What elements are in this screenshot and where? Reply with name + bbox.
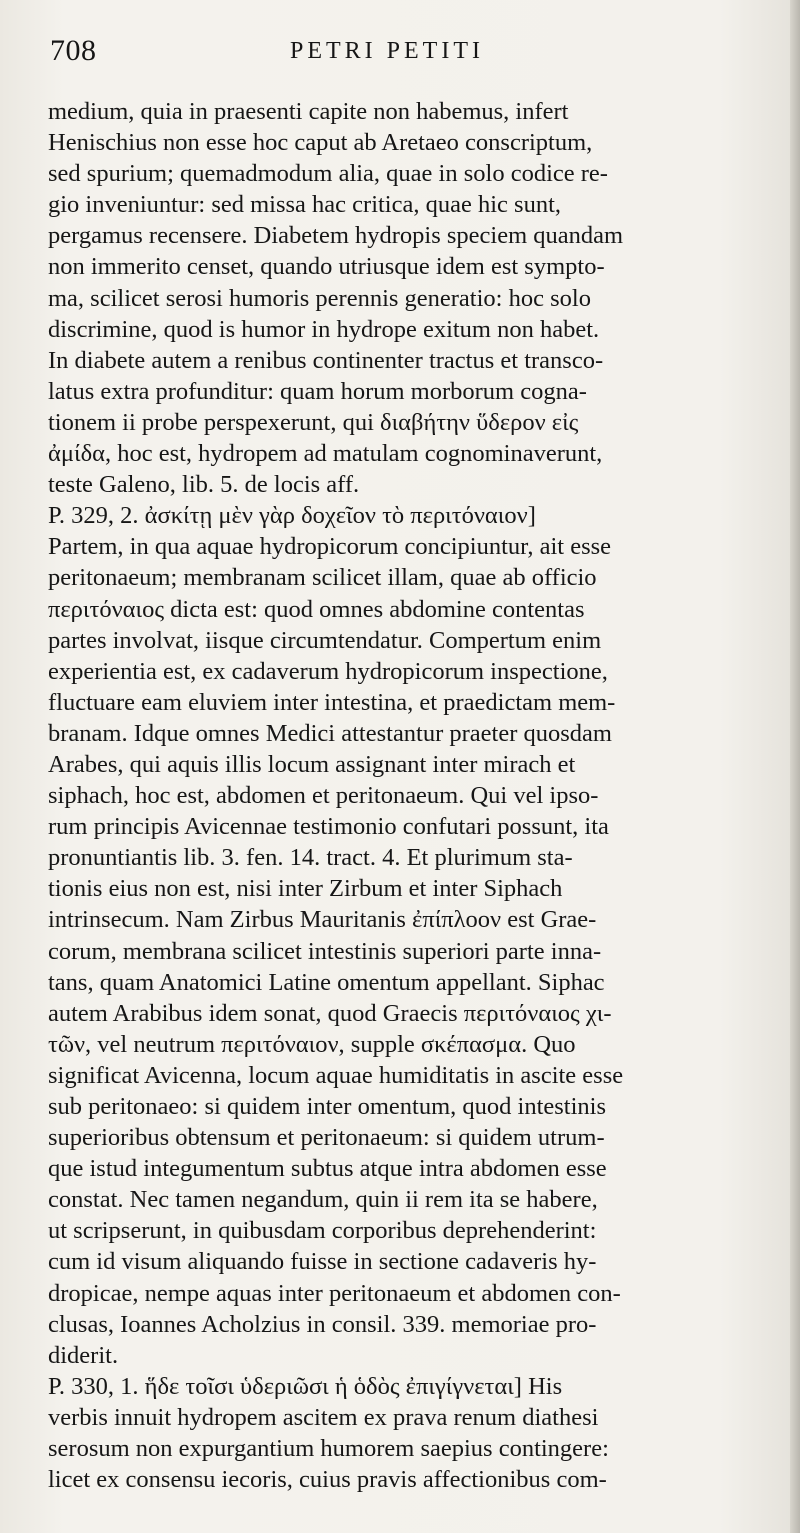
text-line: teste Galeno, lib. 5. de locis aff. bbox=[48, 471, 360, 499]
running-title: PETRI PETITI bbox=[290, 38, 484, 64]
text-line: non immerito censet, quando utriusque idem est sympto- bbox=[48, 253, 605, 281]
text-line: pergamus recensere. Diabetem hydropis speciem quandam bbox=[48, 222, 624, 250]
text-line: diderit. bbox=[48, 1341, 119, 1369]
page-number: 708 bbox=[50, 34, 97, 67]
text-line: P. 329, 2. ἀσκίτῃ μὲν γὰρ δοχεῖον τὸ περιτόναιον] bbox=[48, 502, 536, 530]
text-line: cum id visum aliquando fuisse in sectione cadaveris hy- bbox=[48, 1248, 597, 1276]
text-line: περιτόναιος dicta est: quod omnes abdomine contentas bbox=[48, 595, 585, 623]
text-line: peritonaeum; membranam scilicet illam, quae ab officio bbox=[48, 564, 597, 592]
text-line: tionem ii probe perspexerunt, qui διαβήτην ὕδερον εἰς bbox=[48, 408, 579, 436]
text-line: constat. Nec tamen negandum, quin ii rem ita se habere, bbox=[48, 1186, 598, 1214]
text-line: siphach, hoc est, abdomen et peritonaeum. Qui vel ipso- bbox=[48, 782, 599, 810]
text-line: serosum non expurgantium humorem saepius contingere: bbox=[48, 1435, 609, 1463]
text-line: τῶν, vel neutrum περιτόναιον, supple σκέπασμα. Quo bbox=[48, 1030, 576, 1058]
text-line: discrimine, quod is humor in hydrope exitum non habet. bbox=[48, 315, 600, 343]
text-line: tans, quam Anatomici Latine omentum appellant. Siphac bbox=[48, 968, 605, 996]
text-line: verbis innuit hydropem ascitem ex prava renum diathesi bbox=[48, 1403, 599, 1431]
text-line: branam. Idque omnes Medici attestantur praeter quosdam bbox=[48, 719, 612, 747]
text-line: tionis eius non est, nisi inter Zirbum et inter Siphach bbox=[48, 875, 563, 903]
text-line: corum, membrana scilicet intestinis superiori parte inna- bbox=[48, 937, 602, 965]
text-line: licet ex consensu iecoris, cuius pravis affectionibus com- bbox=[48, 1466, 607, 1494]
text-line: experientia est, ex cadaverum hydropicorum inspectione, bbox=[48, 657, 608, 685]
text-line: Arabes, qui aquis illis locum assignant inter mirach et bbox=[48, 750, 576, 778]
text-line: superioribus obtensum et peritonaeum: si quidem utrum- bbox=[48, 1124, 605, 1152]
body-text bbox=[48, 96, 764, 1495]
text-line: gio inveniuntur: sed missa hac critica, quae hic sunt, bbox=[48, 191, 562, 219]
text-line: medium, quia in praesenti capite non habemus, infert bbox=[48, 98, 569, 125]
text-line: partes involvat, iisque circumtendatur. Compertum enim bbox=[48, 626, 602, 654]
page-header bbox=[50, 34, 750, 78]
text-line: pronuntiantis lib. 3. fen. 14. tract. 4. Et plurimum sta- bbox=[48, 844, 573, 872]
text-line: fluctuare eam eluviem inter intestina, et praedictam mem- bbox=[48, 688, 616, 716]
text-line: Henischius non esse hoc caput ab Aretaeo conscriptum, bbox=[48, 129, 593, 157]
text-line: ἀμίδα, hoc est, hydropem ad matulam cognominaverunt, bbox=[48, 440, 603, 468]
text-line: que istud integumentum subtus atque intra abdomen esse bbox=[48, 1155, 607, 1183]
text-line: Partem, in qua aquae hydropicorum concipiuntur, ait esse bbox=[48, 533, 612, 561]
text-line: sub peritonaeo: si quidem inter omentum, quod intestinis bbox=[48, 1093, 606, 1120]
text-line: dropicae, nempe aquas inter peritonaeum et abdomen con- bbox=[48, 1279, 621, 1307]
text-line: ma, scilicet serosi humoris perennis generatio: hoc solo bbox=[48, 284, 591, 312]
text-line: In diabete autem a renibus continenter tractus et transco- bbox=[48, 346, 604, 374]
text-line: rum principis Avicennae testimonio confutari possunt, ita bbox=[48, 813, 609, 841]
text-line: latus extra profunditur: quam horum morborum cogna- bbox=[48, 377, 587, 405]
page-spine-shadow bbox=[790, 0, 800, 1533]
text-line: P. 330, 1. ἥδε τοῖσι ὑδεριῶσι ἡ ὁδὸς ἐπιγίγνεται] His bbox=[48, 1372, 563, 1400]
text-line: intrinsecum. Nam Zirbus Mauritanis ἐπίπλοον est Grae- bbox=[48, 906, 597, 934]
text-line: significat Avicenna, locum aquae humiditatis in ascite esse bbox=[48, 1061, 624, 1089]
text-line: sed spurium; quemadmodum alia, quae in solo codice re- bbox=[48, 160, 608, 188]
text-line: ut scripserunt, in quibusdam corporibus deprehenderint: bbox=[48, 1217, 597, 1245]
text-line: autem Arabibus idem sonat, quod Graecis περιτόναιος χι- bbox=[48, 999, 612, 1027]
text-line: clusas, Ioannes Acholzius in consil. 339. memoriae pro- bbox=[48, 1310, 597, 1338]
